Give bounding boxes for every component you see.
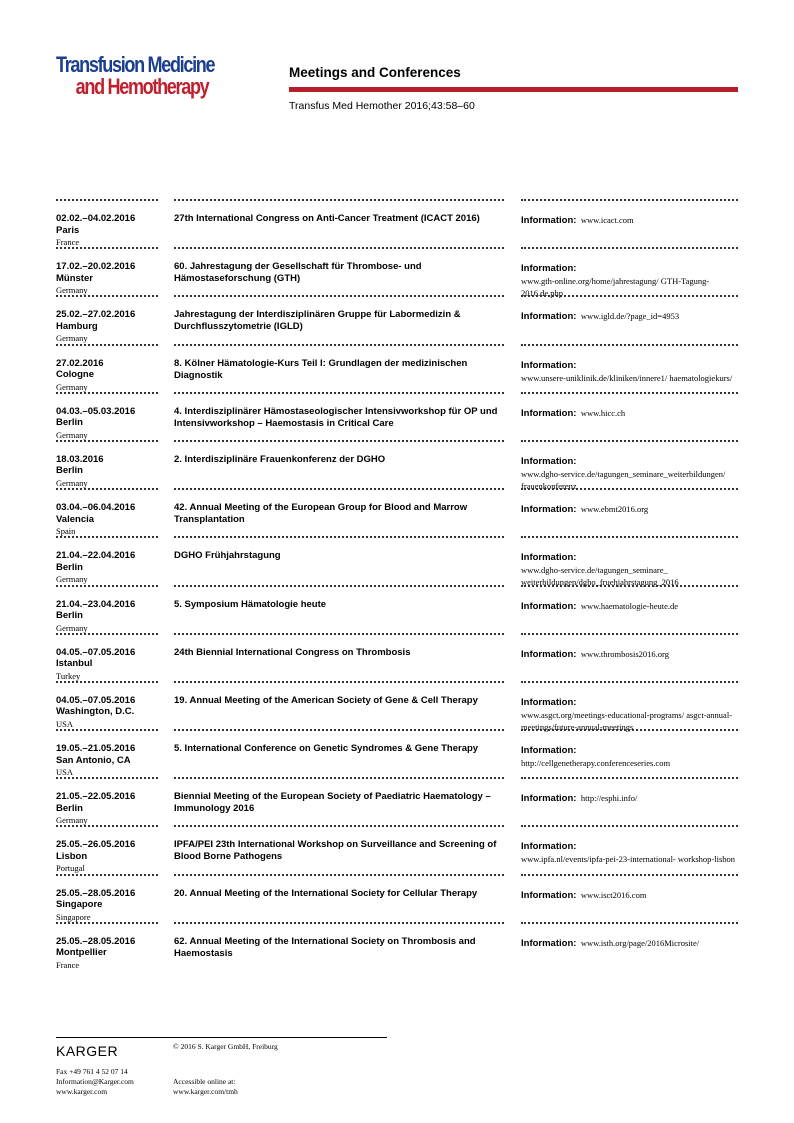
event-url-link[interactable]: www.ipfa.nl/events/ipfa-pei-23-international- workshop-lisbon — [521, 854, 736, 865]
citation: Transfus Med Hemother 2016;43:58–60 — [289, 100, 475, 112]
event-country: Germany — [56, 815, 88, 826]
event-row — [56, 633, 738, 681]
event-date: 04.03.–05.03.2016 — [56, 405, 136, 417]
event-city: Valencia — [56, 513, 95, 525]
event-when-where — [56, 550, 166, 585]
website-link[interactable]: www.karger.com — [56, 1087, 108, 1096]
journal-logo-line2: and Hemotherapy — [75, 74, 209, 99]
event-city: Berlin — [56, 465, 83, 477]
event-when-where — [56, 502, 166, 537]
event-info — [521, 406, 741, 420]
event-city: Istanbul — [56, 658, 93, 670]
event-row — [56, 344, 738, 392]
event-city: Lisbon — [56, 850, 88, 862]
info-label: Information: — [521, 841, 577, 853]
dotted-divider — [521, 392, 738, 394]
event-url-link[interactable]: www.unsere-uniklinik.de/kliniken/innere1/ haematologiekurs/ — [521, 372, 733, 383]
dotted-divider — [521, 825, 738, 827]
info-label: Information: — [521, 311, 577, 323]
event-url-link[interactable]: www.igld.de/?page_id=4953 — [580, 311, 680, 322]
dotted-divider — [174, 247, 504, 249]
dotted-divider — [56, 392, 158, 394]
event-date: 19.05.–21.05.2016 — [56, 743, 136, 755]
event-when-where — [56, 936, 166, 971]
event-url-link[interactable]: www.isct2016.com — [580, 889, 647, 900]
event-title: 5. Symposium Hämatologie heute — [174, 598, 327, 610]
event-row — [56, 247, 738, 299]
event-when-where — [56, 888, 166, 923]
dotted-divider — [174, 922, 504, 924]
accessible-url-link[interactable]: www.karger.com/tmh — [173, 1087, 238, 1096]
dotted-divider — [174, 536, 504, 538]
info-label: Information: — [521, 648, 577, 660]
event-info — [521, 599, 741, 613]
event-country: Portugal — [56, 863, 85, 874]
event-date: 04.05.–07.05.2016 — [56, 646, 136, 658]
dotted-divider — [174, 729, 504, 731]
event-date: 25.05.–28.05.2016 — [56, 935, 136, 947]
dotted-divider — [174, 295, 504, 297]
event-country: Germany — [56, 381, 88, 392]
email-link[interactable]: Information@Karger.com — [56, 1077, 134, 1086]
event-when-where — [56, 406, 166, 441]
dotted-divider — [174, 633, 504, 635]
event-title: DGHO Frühjahrstagung — [174, 550, 281, 562]
info-label: Information: — [521, 889, 577, 901]
event-when-where — [56, 647, 166, 682]
event-info — [521, 261, 741, 299]
event-row — [56, 874, 738, 922]
dotted-divider — [174, 488, 504, 490]
dotted-divider — [174, 825, 504, 827]
dotted-divider — [174, 392, 504, 394]
event-title: 19. Annual Meeting of the American Society of Gene & Cell Therapy — [174, 694, 478, 706]
dotted-divider — [521, 536, 738, 538]
event-info — [521, 502, 741, 516]
journal-logo — [56, 52, 215, 99]
event-country: Germany — [56, 622, 88, 633]
header-rule — [289, 87, 738, 92]
dotted-divider — [174, 874, 504, 876]
event-title: 5. International Conference on Genetic Syndromes & Gene Therapy — [174, 743, 479, 755]
event-country: USA — [56, 718, 74, 729]
event-city: Paris — [56, 224, 80, 236]
dotted-divider — [174, 199, 504, 201]
event-date: 17.02.–20.02.2016 — [56, 261, 136, 273]
event-row — [56, 536, 738, 588]
dotted-divider — [56, 777, 158, 779]
event-title: Biennial Meeting of the European Society of Paediatric Haematology – Immunology 2016 — [174, 791, 491, 815]
event-date: 21.04.–23.04.2016 — [56, 598, 136, 610]
event-city: Berlin — [56, 802, 83, 814]
event-when-where — [56, 213, 166, 248]
event-country: Germany — [56, 429, 88, 440]
dotted-divider — [174, 585, 504, 587]
dotted-divider — [174, 440, 504, 442]
dotted-divider — [56, 922, 158, 924]
event-city: Münster — [56, 272, 93, 284]
event-country: Germany — [56, 574, 88, 585]
event-date: 02.02.–04.02.2016 — [56, 213, 136, 224]
contact-block — [56, 1067, 134, 1097]
dotted-divider — [521, 633, 738, 635]
event-city: Berlin — [56, 610, 83, 621]
event-info — [521, 695, 741, 733]
info-label: Information: — [521, 215, 577, 226]
info-label: Information: — [521, 793, 577, 805]
info-label: Information: — [521, 263, 577, 275]
event-title: 60. Jahrestagung der Gesellschaft für Thrombose- und Hämostaseforschung (GTH) — [174, 261, 422, 285]
event-title: 62. Annual Meeting of the International Society on Thrombosis and Haemostasis — [174, 935, 476, 959]
dotted-divider — [521, 874, 738, 876]
event-country: France — [56, 237, 80, 247]
event-info — [521, 358, 741, 384]
access-block — [173, 1077, 238, 1097]
event-date: 03.04.–06.04.2016 — [56, 502, 136, 514]
event-country: Singapore — [56, 911, 91, 922]
event-when-where — [56, 358, 166, 393]
event-date: 25.02.–27.02.2016 — [56, 309, 136, 321]
journal-logo-line1: Transfusion Medicine — [56, 52, 215, 77]
event-row — [56, 777, 738, 825]
dotted-divider — [521, 247, 738, 249]
dotted-divider — [521, 729, 738, 731]
event-row — [56, 825, 738, 873]
dotted-divider — [521, 585, 738, 587]
event-url-link[interactable]: www.ebmt2016.org — [580, 504, 649, 515]
event-date: 21.05.–22.05.2016 — [56, 791, 136, 803]
event-title: 2. Interdisziplinäre Frauenkonferenz der DGHO — [174, 453, 386, 465]
event-row — [56, 681, 738, 732]
event-date: 27.02.2016 — [56, 357, 104, 369]
event-row — [56, 440, 738, 491]
dotted-divider — [56, 199, 158, 201]
event-url-link[interactable]: www.icact.com — [580, 215, 634, 225]
event-country: Germany — [56, 477, 88, 488]
event-when-where — [56, 309, 166, 344]
event-city: Montpellier — [56, 947, 107, 959]
event-city: Berlin — [56, 561, 83, 573]
event-row — [56, 488, 738, 536]
event-city: Hamburg — [56, 320, 98, 332]
event-url-link[interactable]: www.isth.org/page/2016Microsite/ — [580, 937, 700, 948]
event-info — [521, 454, 741, 492]
event-city: Washington, D.C. — [56, 706, 135, 718]
dotted-divider — [174, 344, 504, 346]
event-row — [56, 295, 738, 343]
dotted-divider — [56, 585, 158, 587]
event-title: 20. Annual Meeting of the International Society for Cellular Therapy — [174, 887, 478, 899]
publisher-logo: KARGER — [56, 1043, 119, 1059]
event-when-where — [56, 695, 166, 730]
event-title: 27th International Congress on Anti-Cancer Treatment (ICACT 2016) — [174, 213, 480, 224]
event-url-link[interactable]: http://esphi.info/ — [580, 793, 638, 804]
event-when-where — [56, 599, 166, 634]
event-date: 18.03.2016 — [56, 453, 104, 465]
event-url-link[interactable]: www.asgct.org/meetings-educational-programs/ asgct-annual-meetings/future-annual-meetings — [521, 709, 733, 732]
dotted-divider — [56, 488, 158, 490]
event-date: 21.04.–22.04.2016 — [56, 550, 136, 562]
event-title: 42. Annual Meeting of the European Group for Blood and Marrow Transplantation — [174, 502, 468, 526]
event-country: Germany — [56, 333, 88, 344]
event-row — [56, 199, 738, 247]
event-info — [521, 550, 741, 588]
event-when-where — [56, 791, 166, 826]
event-info — [521, 936, 741, 950]
dotted-divider — [521, 777, 738, 779]
event-url-link[interactable]: www.dgho-service.de/tagungen_seminare_weiterbildungen/ frauenkonferenz — [521, 468, 726, 491]
event-info — [521, 309, 741, 323]
event-title: 8. Kölner Hämatologie-Kurs Teil I: Grundlagen der medizinischen Diagnostik — [174, 357, 468, 381]
info-label: Information: — [521, 359, 577, 371]
event-url-link[interactable]: www.gth-online.org/home/jahrestagung/ GTH-Tagung-2016.de.php — [521, 276, 710, 299]
info-label: Information: — [521, 504, 577, 516]
dotted-divider — [56, 729, 158, 731]
dotted-divider — [56, 536, 158, 538]
events-list — [56, 199, 738, 970]
event-country: Germany — [56, 285, 88, 296]
event-row — [56, 585, 738, 633]
event-url-link[interactable]: www.dgho-service.de/tagungen_seminare_ weiterbildungen/dgho_fruehjahrstagung_2016 — [521, 565, 679, 588]
event-url-link[interactable]: www.thrombosis2016.org — [580, 648, 669, 659]
info-label: Information: — [521, 455, 577, 467]
event-row — [56, 392, 738, 440]
dotted-divider — [521, 295, 738, 297]
event-row — [56, 729, 738, 777]
info-label: Information: — [521, 696, 577, 708]
event-date: 25.05.–28.05.2016 — [56, 887, 136, 899]
event-city: Singapore — [56, 899, 103, 911]
dotted-divider — [521, 199, 738, 201]
accessible-label: Accessible online at: — [173, 1077, 236, 1086]
event-info — [521, 791, 741, 805]
info-label: Information: — [521, 937, 577, 949]
event-when-where — [56, 454, 166, 489]
dotted-divider — [56, 440, 158, 442]
info-label: Information: — [521, 407, 577, 419]
event-row — [56, 922, 738, 970]
event-when-where — [56, 261, 166, 296]
dotted-divider — [521, 344, 738, 346]
dotted-divider — [56, 344, 158, 346]
info-label: Information: — [521, 600, 577, 612]
event-date: 25.05.–26.05.2016 — [56, 839, 136, 851]
dotted-divider — [174, 777, 504, 779]
event-info — [521, 213, 741, 227]
event-city: San Antonio, CA — [56, 754, 131, 766]
event-title: 24th Biennial International Congress on Thrombosis — [174, 646, 411, 658]
dotted-divider — [56, 825, 158, 827]
event-city: Berlin — [56, 417, 83, 429]
event-country: France — [56, 959, 80, 970]
dotted-divider — [521, 488, 738, 490]
dotted-divider — [56, 295, 158, 297]
event-when-where — [56, 743, 166, 778]
dotted-divider — [521, 681, 738, 683]
event-country: Turkey — [56, 670, 81, 681]
event-country: USA — [56, 767, 74, 778]
event-info — [521, 888, 741, 902]
section-title: Meetings and Conferences — [289, 65, 461, 80]
dotted-divider — [56, 633, 158, 635]
dotted-divider — [56, 874, 158, 876]
event-info — [521, 839, 741, 865]
event-country: Spain — [56, 526, 76, 537]
dotted-divider — [174, 681, 504, 683]
event-title: IPFA/PEI 23th International Workshop on Surveillance and Screening of Blood Borne Pathogens — [174, 839, 497, 863]
dotted-divider — [56, 247, 158, 249]
event-url-link[interactable]: http://cellgenetherapy.conferenceseries.com — [521, 758, 671, 769]
event-city: Cologne — [56, 369, 94, 381]
event-info — [521, 743, 741, 769]
dotted-divider — [521, 440, 738, 442]
info-label: Information: — [521, 552, 577, 564]
footer-rule — [56, 1037, 387, 1038]
fax: Fax +49 761 4 52 07 14 — [56, 1067, 128, 1076]
event-title: 4. Interdisziplinärer Hämostaseologischer Intensivworkshop für OP und Intensivworkshop – Haemostasis in Critical Care — [174, 405, 498, 429]
dotted-divider — [56, 681, 158, 683]
info-label: Information: — [521, 745, 577, 757]
event-url-link[interactable]: www.haematologie-heute.de — [580, 600, 679, 611]
event-date: 04.05.–07.05.2016 — [56, 694, 136, 706]
copyright: © 2016 S. Karger GmbH, Freiburg — [173, 1042, 278, 1051]
event-title: Jahrestagung der Interdisziplinären Gruppe für Labormedizin & Durchflusszytometrie (IGLD) — [174, 309, 461, 333]
event-when-where — [56, 839, 166, 874]
event-info — [521, 647, 741, 661]
dotted-divider — [521, 922, 738, 924]
event-url-link[interactable]: www.hicc.ch — [580, 407, 626, 418]
